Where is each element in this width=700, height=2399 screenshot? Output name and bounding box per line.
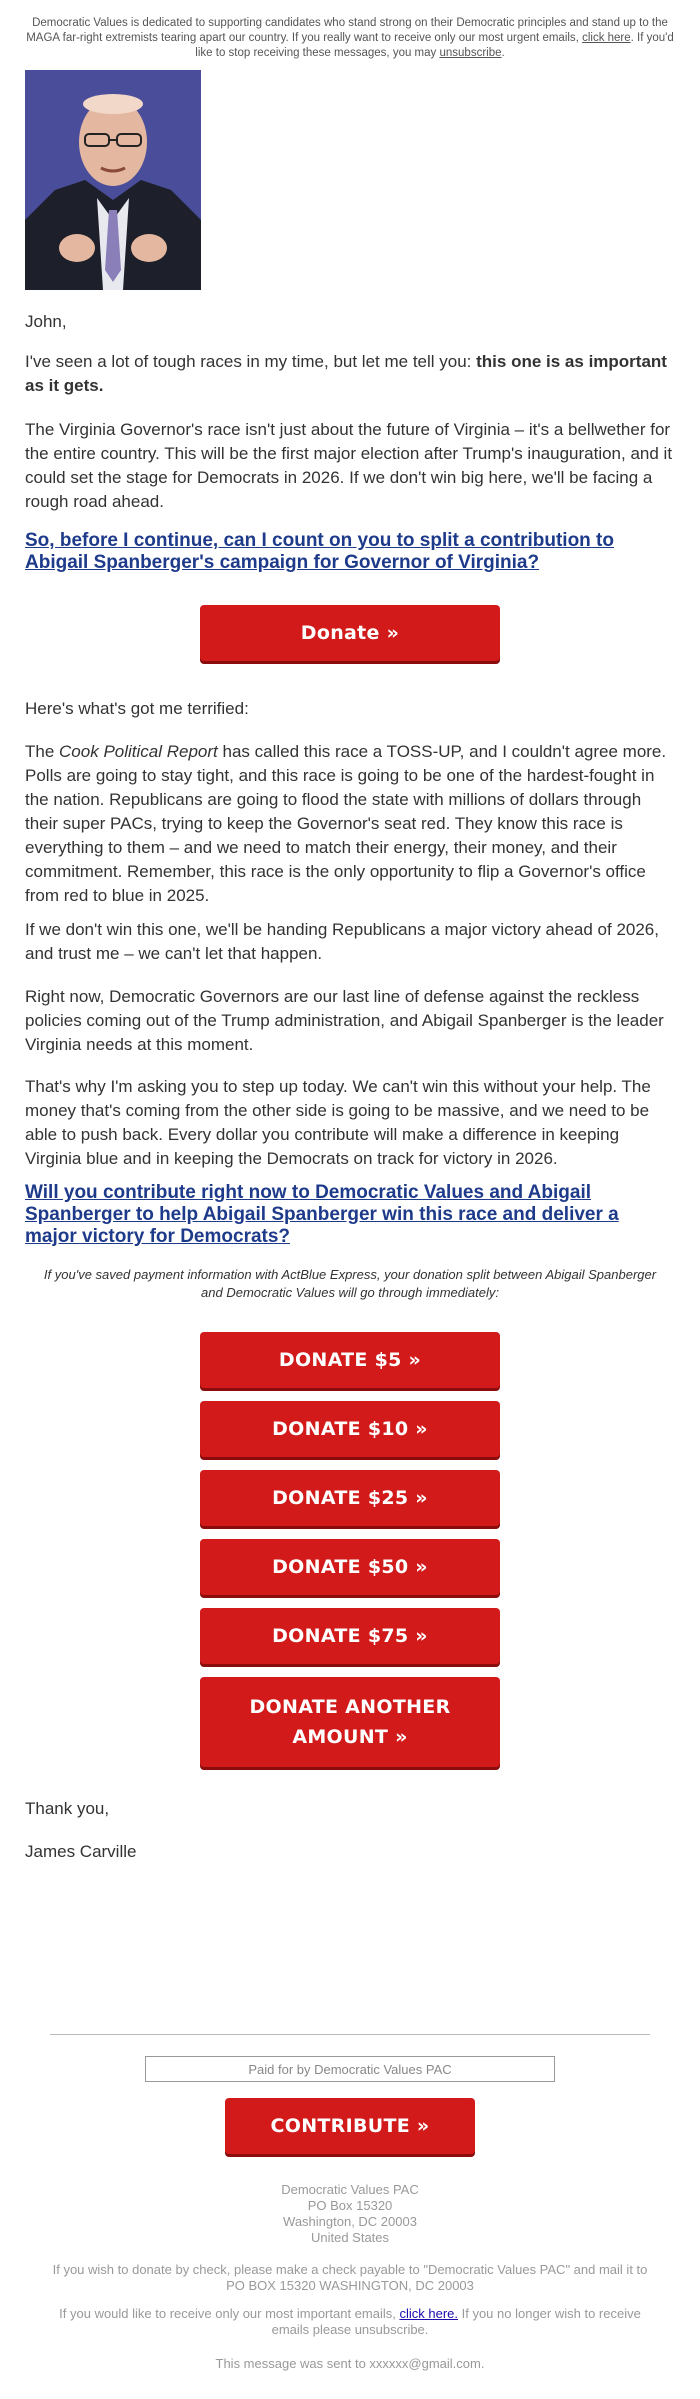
paragraph-4-start: The [25,742,60,761]
unsubscribe-link[interactable]: unsubscribe [439,47,502,59]
address-country: United States [310,2230,390,2245]
paragraph-4-rest: has called this race a TOSS-UP, and I couldn't agree more. Polls are going to stay tight, and this race is going to be one of the hardest-fought in the nation. Republicans are going to flood the state with millions of dollars through their super PACs, trying to keep the Governor's seat red. They know this race is everything to them – and we need to match their energy, their money, and their commitment. Remember, this race is the only opportunity to flip a Governor's office from red to blue in 2025. [25,742,667,905]
preheader [20,16,680,61]
check-donation-note: If you wish to donate by check, please make a check payable to "Democratic Values PAC" and mail it to PO BOX 15320 WASHINGTON, DC 20003 [52,2262,648,2293]
address-city: Washington, DC 20003 [283,2214,417,2229]
paragraph-1-text: I've seen a lot of tough races in my time, but let me tell you: [25,352,477,371]
split-contribution-link[interactable]: So, before I continue, can I count on you to split a contribution to Abigail Spanberger's campaign for Governor of Virginia? [25,530,614,573]
paragraph-5: If we don't win this one, we'll be handing Republicans a major victory ahead of 2026, and trust me – we can't let that happen. [25,920,659,963]
footer-address [50,2182,650,2246]
donate-75-button[interactable]: DONATE $75 » [200,1608,500,1664]
signature: James Carville [25,1842,137,1861]
donate-25-button[interactable]: DONATE $25 » [200,1470,500,1526]
important-emails-link[interactable]: click here. [399,2306,458,2321]
contribute-button[interactable]: CONTRIBUTE » [225,2098,475,2154]
preheader-text-3: . [501,47,505,59]
donate-50-button[interactable]: DONATE $50 » [200,1539,500,1595]
portrait-illustration [25,70,201,290]
donate-button[interactable]: Donate » [200,605,500,661]
preheader-text-2: . If you'd like to stop receiving these messages, you may [195,32,674,59]
email-preferences-note [50,2306,650,2338]
paragraph-7: That's why I'm asking you to step up today. We can't win this without your help. The money that's coming from the other side is going to be massive, and we need to be able to push back. Every dollar you contribute will make a difference in keeping Virginia blue and in keeping the Democrats on track for victory in 2026. [25,1077,651,1168]
greeting: John, [25,312,67,331]
closing: Thank you, [25,1799,110,1818]
actblue-express-note: If you've saved payment information with ActBlue Express, your donation split between Abigail Spanberger and Democratic Values will go through immediately: [43,1267,657,1300]
paragraph-3: Here's what's got me terrified: [25,699,249,718]
paragraph-1-bold: this one is as important as it gets. [25,352,667,395]
address-box: PO Box 15320 [307,2198,393,2213]
prefs-text: If you would like to receive only our most important emails, [59,2306,400,2321]
paragraph-2: The Virginia Governor's race isn't just about the future of Virginia – it's a bellwether for the entire country. This will be the first major election after Trump's inauguration, and it could set the stage for Democrats in 2026. If we don't win big here, we'll be facing a rough road ahead. [25,420,673,511]
urgent-only-link[interactable]: click here [582,32,631,44]
paragraph-4 [25,740,675,908]
donate-10-button[interactable]: DONATE $10 » [200,1401,500,1457]
paid-for-box: Paid for by Democratic Values PAC [145,2056,555,2082]
cook-political-report: Cook Political Report [59,742,218,761]
paragraph-6: Right now, Democratic Governors are our last line of defense against the reckless policies coming out of the Trump administration, and Abigail Spanberger is the leader Virginia needs at this moment. [25,987,664,1054]
donate-5-button[interactable]: DONATE $5 » [200,1332,500,1388]
preheader-text: Democratic Values is dedicated to supporting candidates who stand strong on their Democratic principles and stand up to the MAGA far-right extremists tearing apart our country. If you really want to receive only our most urgent emails, [26,17,668,44]
donate-another-amount-button[interactable]: DONATE ANOTHER AMOUNT » [200,1677,500,1767]
paragraph-1 [25,350,675,398]
contribute-now-link[interactable]: Will you contribute right now to Democratic Values and Abigail Spanberger to help Abigail Spanberger win this race and deliver a major victory for Democrats? [25,1182,619,1247]
james-carville-photo [25,70,201,290]
prefs-text-2: If you no longer wish to receive emails please unsubscribe. [271,2306,641,2337]
sent-to-note: This message was sent to xxxxxx@gmail.com. [215,2356,485,2371]
address-name: Democratic Values PAC [281,2182,419,2197]
footer-divider [50,2034,650,2035]
